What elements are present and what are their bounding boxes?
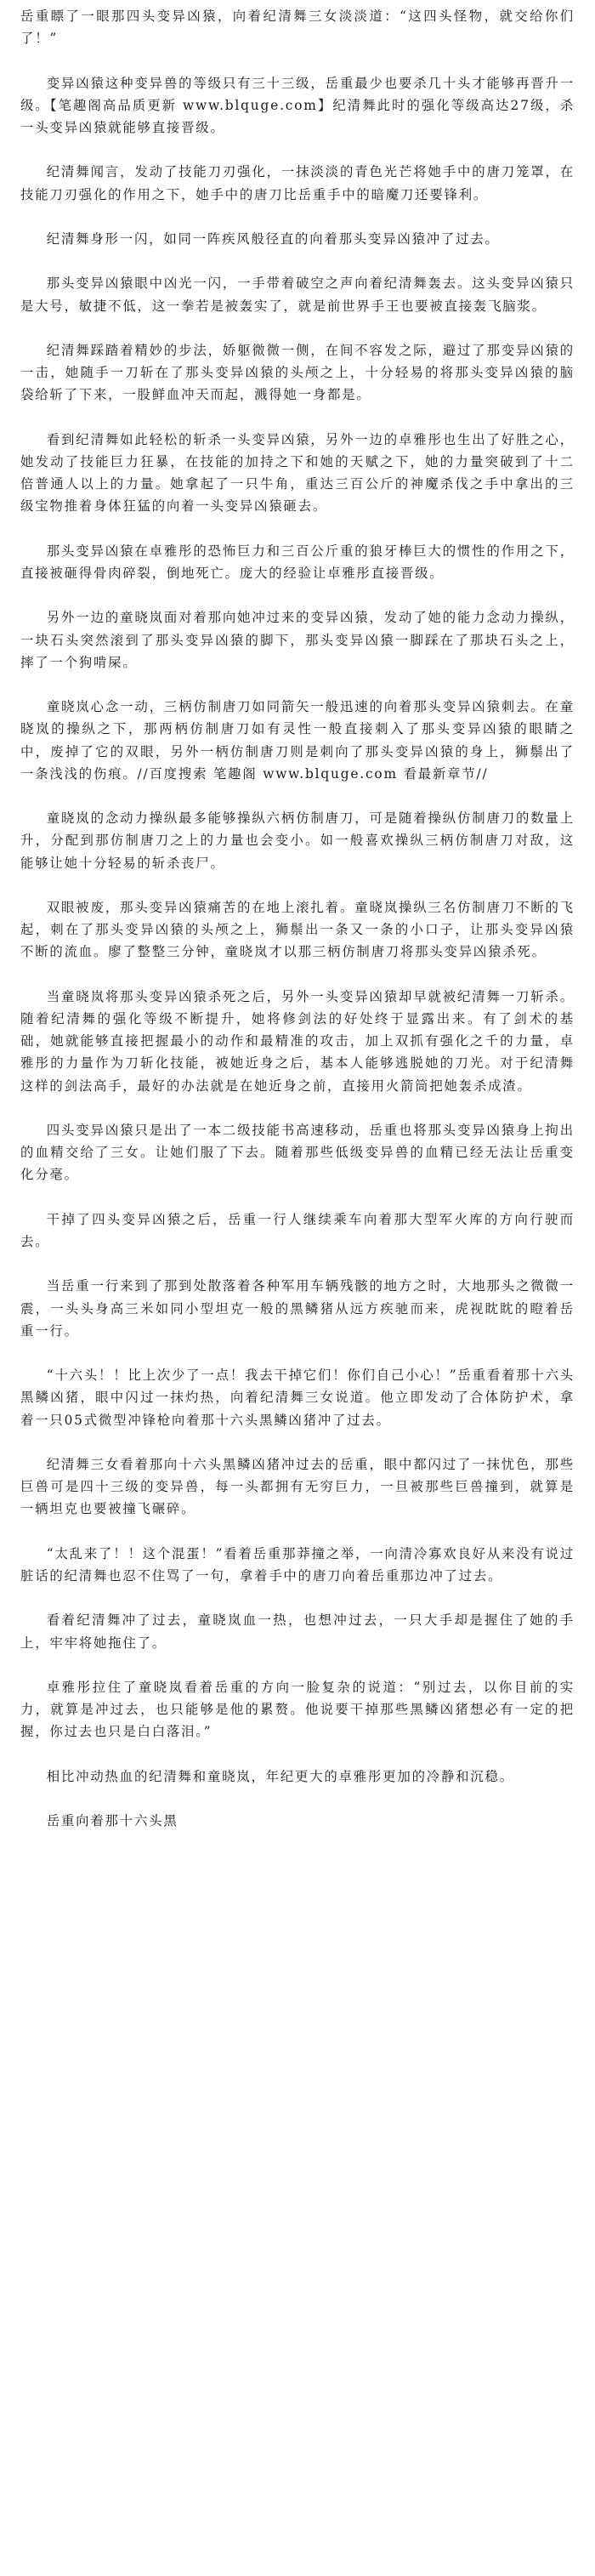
paragraph-4: 纪清舞身形一闪，如同一阵疾风般径直的向着那头变异凶猿冲了过去。: [46, 230, 500, 247]
paragraph-9: 另外一边的童晓岚面对着那向她冲过来的变异凶猿，发动了她的能力念动力操纵，一块石头突然滚到了那头变异凶猿的脚下，那头变异凶猿一脚踩在了那块石头之上，摔了一个狗啃屎。: [20, 610, 575, 670]
paragraph-21: 卓雅彤拉住了童晓岚看着岳重的方向一脸复杂的说道：“别过去，以你目前的实力，就算是冲过去，也只能够是他的累赘。他说要干掉那些黑鳞凶猪想必有一定的把握，你过去也只是白白落泪。”: [20, 1679, 575, 1740]
paragraph-6: 纪清舞踩踏着精妙的步法，娇躯微微一侧，在间不容发之际，避过了那变异凶猿的一击，她随手一刀斩在了那头变异凶猿的头颅之上，十分轻易的将那头变异凶猿的脑袋给斩了下来，一股鲜血冲天而起，溅得她一身都是。: [20, 342, 575, 403]
paragraph-8: 那头变异凶猿在卓雅彤的恐怖巨力和三百公斤重的狼牙棒巨大的惯性的作用之下，直接被砸得骨肉碎裂，倒地死亡。庞大的经验让卓雅彤直接晋级。: [20, 543, 575, 581]
paragraph-7: 看到纪清舞如此轻松的斩杀一头变异凶猿，另外一边的卓雅彤也生出了好胜之心，她发动了技能巨力狂暴，在技能的加持之下和她的天赋之下，她的力量突破到了十二倍普通人以上的力量。她拿起了一只牛角，重达三百公斤的神魔杀伐之手中拿出的三级宝物推着身体狂猛的向着一头变异凶猿砸去。: [20, 431, 575, 515]
paragraph-13: 当童晓岚将那头变异凶猿杀死之后，另外一头变异凶猿却早就被纪清舞一刀斩杀。随着纪清舞的强化等级不断提升，她将修剑法的好处终于显露出来。有了剑术的基础，她就能够直接把握最小的动作和最精准的攻击，加上双抓有强化之千的力量，卓雅彤的力量作为刀斩化技能，被她近身之后，基本人能够逃脱她的刀光。对于纪清舞这样的剑法高手，最好的办法就是在她近身之前，直接用火箭筒把她轰杀成渣。: [20, 988, 575, 1094]
paragraph-5: 那头变异凶猿眼中凶光一闪，一手带着破空之声向着纪清舞轰去。这头变异凶猿只是大号，敏捷不低，这一拳若是被轰实了，就是前世界手王也要被直接轰飞脑浆。: [20, 276, 575, 314]
paragraph-18: 纪清舞三女看着那向十六头黑鳞凶猪冲过去的岳重，眼中都闪过了一抹忧色，那些巨兽可是四十三级的变异兽，每一头都拥有无穷巨力，一旦被那些巨兽撞到，就算是一辆坦克也要被撞飞碾碎。: [20, 1456, 575, 1517]
paragraph-14: 四头变异凶猿只是出了一本二级技能书高速移动，岳重也将那头变异凶猿身上拘出的血精交给了三女。让她们服了下去。随着那些低级变异兽的血精已经无法让岳重变化分毫。: [20, 1122, 575, 1183]
paragraph-3: 纪清舞闻言，发动了技能刀刃强化，一抹淡淡的青色光芒将她手中的唐刀笼罩，在技能刀刃强化的作用之下，她手中的唐刀比岳重手中的暗魔刀还要锋利。: [20, 164, 575, 202]
paragraph-11: 童晓岚的念动力操纵最多能够操纵六柄仿制唐刀，可是随着操纵仿制唐刀的数量上升，分配到那仿制唐刀之上的力量也会变小。如一般喜欢操纵三柄仿制唐刀对敌，这能够让她十分轻易的斩杀丧尸。: [20, 810, 575, 871]
paragraph-2: 变异凶猿这种变异兽的等级只有三十三级，岳重最少也要杀几十头才能够再晋升一级。【笔趣阁高品质更新 www.blquge.com】纪清舞此时的强化等级高达27级，杀一头变异凶猿就能够直接晋级。: [20, 75, 575, 135]
paragraph-17: “十六头！！比上次少了一点！我去干掉它们！你们自己小心！”岳重看着那十六头黑鳞凶猪，眼中闪过一抹灼热，向着纪清舞三女说道。他立即发动了合体防护术，拿着一只05式微型冲锋枪向着那十六头黑鳞凶猪冲了过去。: [20, 1368, 575, 1428]
paragraph-23: 岳重向着那十六头黑: [46, 1813, 178, 1829]
paragraph-1: 岳重瞟了一眼那四头变异凶猿，向着纪清舞三女淡淡道：“这四头怪物，就交给你们了！”: [20, 9, 575, 47]
paragraph-19: “太乱来了！！这个混蛋！”看着岳重那莽撞之举，一向清冷寡欢良好从来没有说过脏话的纪清舞也忍不住骂了一句，拿着手中的唐刀向着岳重那边冲了过去。: [20, 1545, 575, 1584]
paragraph-10: 童晓岚心念一动，三柄仿制唐刀如同箭矢一般迅速的向着那头变异凶猿刺去。在童晓岚的操纵之下，那两柄仿制唐刀如有灵性一般直接刺入了那头变异凶猿的眼睛之中，废掉了它的双眼，另外一柄仿制唐刀则是刺向了那头变异凶猿的身上，狮鬃出了一条浅浅的伤痕。//百度搜索 笔趣阁 www.blquge.com 看最新章节//: [20, 699, 575, 782]
paragraph-15: 干掉了四头变异凶猿之后，岳重一行人继续乘车向着那大型军火库的方向行驶而去。: [20, 1211, 575, 1249]
paragraph-22: 相比冲动热血的纪清舞和童晓岚，年纪更大的卓雅彤更加的冷静和沉稳。: [46, 1768, 514, 1784]
paragraph-16: 当岳重一行来到了那到处散落着各种军用车辆残骸的地方之时，大地那头之微微一震，一头头身高三米如同小型坦克一般的黑鳞猪从远方疾驰而来，虎视眈眈的瞪着岳重一行。: [20, 1278, 575, 1339]
paragraph-12: 双眼被废，那头变异凶猿痛苦的在地上滚扎着。童晓岚操纵三名仿制唐刀不断的飞起，刺在了那头变异凶猿的头颅之上，狮鬃出一条又一条的小口子，让那头变异凶猿不断的流血。廖了整整三分钟，童晓岚才以那三柄仿制唐刀将那头变异凶猿杀死。: [20, 899, 575, 960]
paragraph-20: 看着纪清舞冲了过去，童晓岚血一热，也想冲过去，一只大手却是握住了她的手上，牢牢将她拖住了。: [20, 1612, 575, 1651]
